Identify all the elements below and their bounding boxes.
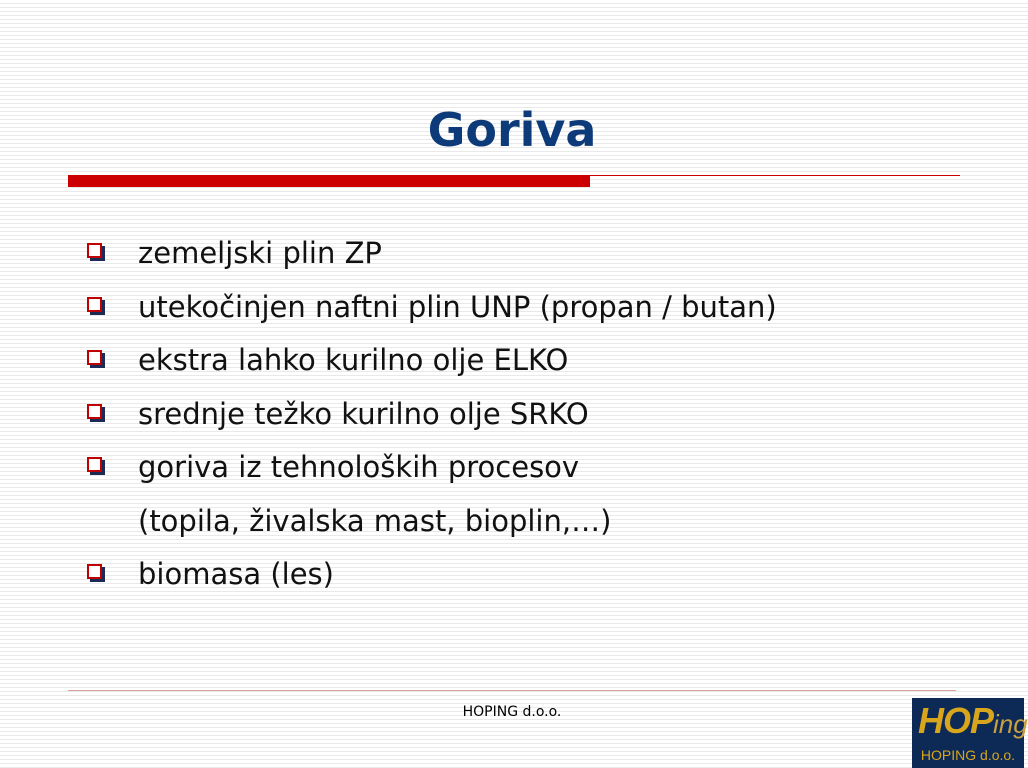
square-bullet-icon bbox=[87, 404, 102, 419]
bullet-text: goriva iz tehnoloških procesov bbox=[138, 450, 580, 484]
logo-mark-secondary: ing bbox=[993, 709, 1028, 739]
square-bullet-icon bbox=[87, 297, 102, 312]
bullet-text: utekočinjen naftni plin UNP (propan / butan) bbox=[138, 289, 777, 324]
bullet-text: (topila, živalska mast, bioplin,…) bbox=[138, 503, 612, 538]
bullet-item bbox=[82, 227, 1002, 281]
bullet-text: biomasa (les) bbox=[138, 557, 334, 591]
square-bullet-icon bbox=[87, 564, 102, 579]
title-underline-thick bbox=[68, 175, 590, 187]
bullet-text: zemeljski plin ZP bbox=[138, 236, 382, 270]
footer-divider bbox=[68, 690, 956, 691]
slide-title: Goriva bbox=[427, 103, 597, 157]
footer-text: HOPING d.o.o. bbox=[462, 704, 562, 720]
bullet-text: ekstra lahko kurilno olje ELKO bbox=[138, 343, 569, 377]
bullet-item bbox=[82, 334, 1002, 388]
logo-caption: HOPING d.o.o. bbox=[920, 747, 1016, 763]
bullet-text: srednje težko kurilno olje SRKO bbox=[138, 396, 589, 431]
logo-mark-primary: HOP bbox=[918, 700, 994, 741]
bullet-item bbox=[82, 441, 1002, 495]
bullet-item bbox=[82, 388, 1002, 442]
bullet-list bbox=[82, 227, 1002, 602]
bullet-continuation bbox=[82, 495, 1002, 549]
square-bullet-icon bbox=[87, 243, 102, 258]
title-underline-thin bbox=[590, 175, 960, 176]
bullet-item bbox=[82, 281, 1002, 335]
square-bullet-icon bbox=[87, 457, 102, 472]
bullet-item bbox=[82, 548, 1002, 602]
hoping-logo bbox=[912, 698, 1028, 768]
square-bullet-icon bbox=[87, 350, 102, 365]
logo-mark bbox=[918, 700, 1028, 742]
